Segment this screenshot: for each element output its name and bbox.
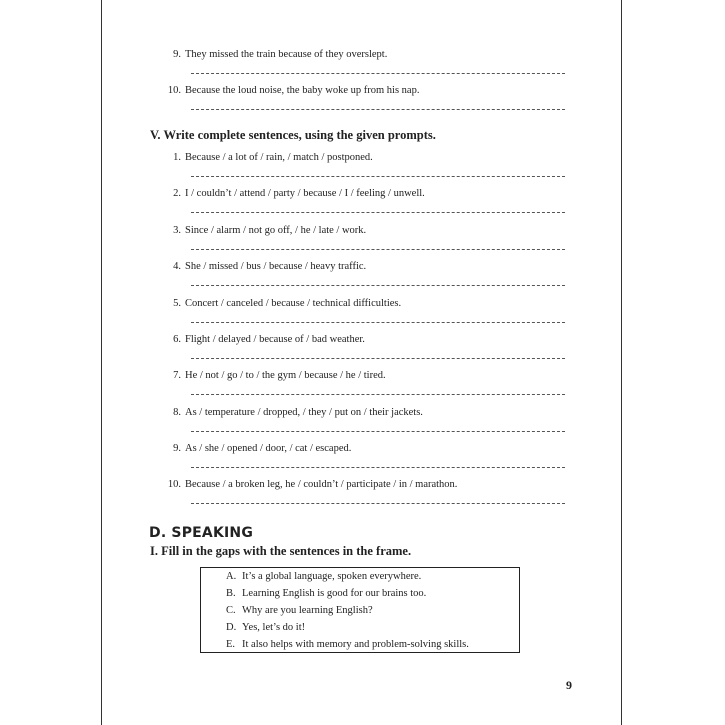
answer-line[interactable] <box>191 322 565 323</box>
answer-line[interactable] <box>191 285 565 286</box>
answer-line[interactable] <box>191 212 565 213</box>
section-v-heading: V. Write complete sentences, using the given prompts. <box>150 128 436 142</box>
exercise-item: 7. He / not / go / to / the gym / because / he / tired. <box>173 370 386 381</box>
page-right-edge <box>621 0 622 725</box>
section-d-subheading: I. Fill in the gaps with the sentences in the frame. <box>150 544 412 558</box>
exercise-item: 10. Because the loud noise, the baby woke up from his nap. <box>167 85 420 96</box>
answer-line[interactable] <box>191 358 565 359</box>
answer-line[interactable] <box>191 176 565 177</box>
frame-option: A. It’s a global language, spoken everywhere. <box>226 571 422 582</box>
frame-option: E. It also helps with memory and problem-solving skills. <box>226 639 469 650</box>
exercise-item: 4. She / missed / bus / because / heavy traffic. <box>173 261 367 272</box>
answer-line[interactable] <box>191 394 565 395</box>
exercise-item: 2. I / couldn’t / attend / party / because / I / feeling / unwell. <box>173 188 425 199</box>
exercise-item: 9. As / she / opened / door, / cat / escaped. <box>173 443 352 454</box>
answer-line[interactable] <box>191 467 565 468</box>
answer-line[interactable] <box>191 249 565 250</box>
answer-line[interactable] <box>191 431 565 432</box>
answer-line[interactable] <box>191 503 565 504</box>
page-number: 9 <box>566 678 572 692</box>
exercise-item: 8. As / temperature / dropped, / they / put on / their jackets. <box>173 407 423 418</box>
page-left-edge <box>101 0 102 725</box>
exercise-item: 3. Since / alarm / not go off, / he / late / work. <box>173 225 367 236</box>
answer-line[interactable] <box>191 109 565 110</box>
exercise-item: 6. Flight / delayed / because of / bad weather. <box>173 334 365 345</box>
answer-line[interactable] <box>191 73 565 74</box>
section-d-heading: D. SPEAKING <box>149 525 254 541</box>
exercise-item: 10. Because / a broken leg, he / couldn’t / participate / in / marathon. <box>167 479 458 490</box>
frame-option: C. Why are you learning English? <box>226 605 373 616</box>
frame-option: B. Learning English is good for our brains too. <box>226 588 427 599</box>
sentence-frame <box>200 567 520 653</box>
exercise-item: 5. Concert / canceled / because / technical difficulties. <box>173 298 402 309</box>
exercise-item: 9. They missed the train because of they overslept. <box>173 49 388 60</box>
frame-option: D. Yes, let’s do it! <box>226 622 306 633</box>
exercise-item: 1. Because / a lot of / rain, / match / postponed. <box>173 152 373 163</box>
